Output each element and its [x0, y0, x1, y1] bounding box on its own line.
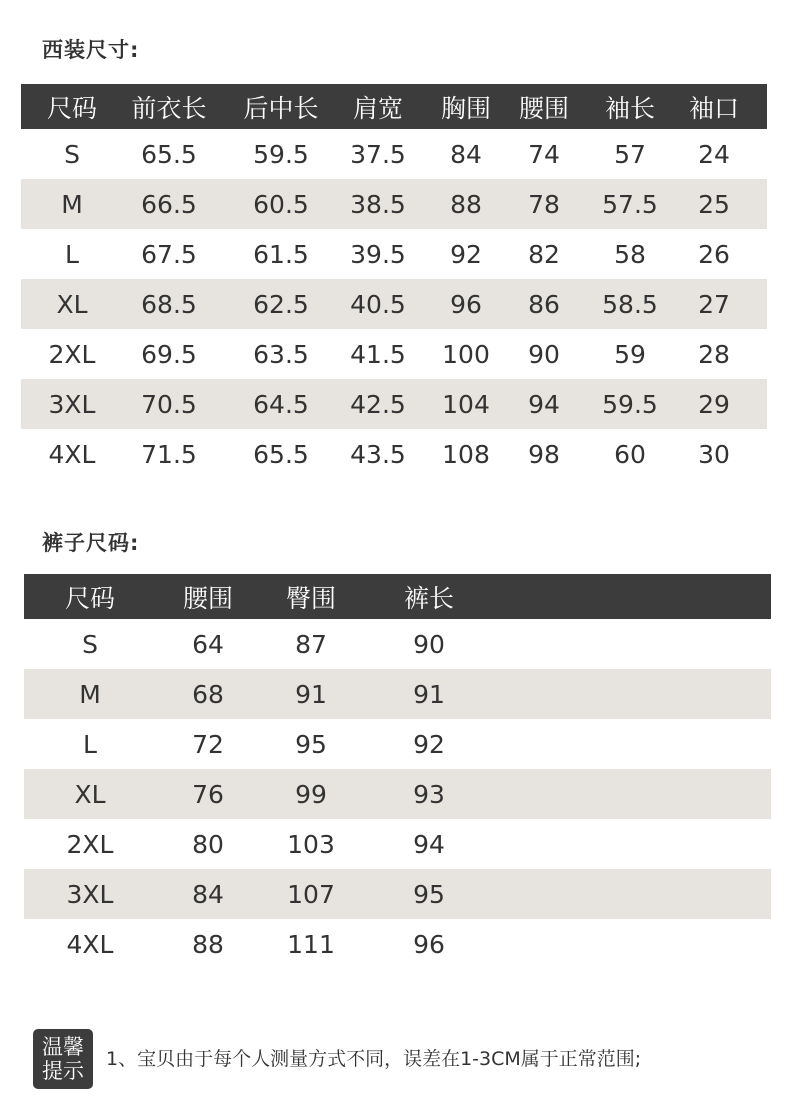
pants-table-row [24, 819, 771, 869]
suit-table-cell: 88 [450, 189, 482, 219]
suit-table-cell: 69.5 [141, 339, 197, 369]
pants-header-cell: 裤长 [403, 583, 454, 613]
pants-table-cell: 96 [413, 929, 445, 959]
suit-table-cell: 38.5 [350, 189, 406, 219]
suit-table-cell: 60 [614, 439, 646, 469]
suit-table-cell: 65.5 [253, 439, 309, 469]
pants-section-title: 裤子尺码: [42, 531, 140, 555]
pants-table-cell: 80 [192, 829, 224, 859]
pants-table-cell: 99 [295, 779, 327, 809]
pants-size-table [24, 574, 771, 969]
pants-table-cell: 95 [295, 729, 327, 759]
pants-table-cell: 84 [192, 879, 224, 909]
suit-table-cell: 37.5 [350, 139, 406, 169]
suit-header-cell: 前衣长 [131, 93, 207, 123]
suit-table-cell: 62.5 [253, 289, 309, 319]
pants-table-row [24, 869, 771, 919]
suit-header-cell: 尺码 [46, 93, 97, 123]
suit-table-cell: 29 [698, 389, 730, 419]
suit-table-cell: 82 [528, 239, 560, 269]
suit-table-cell: 42.5 [350, 389, 406, 419]
suit-table-cell: 96 [450, 289, 482, 319]
suit-table-cell: 28 [698, 339, 730, 369]
pants-table-cell: 111 [287, 929, 335, 959]
tip-badge-line2: 提示 [42, 1059, 84, 1083]
pants-table-cell: 107 [287, 879, 335, 909]
suit-table-cell: 60.5 [253, 189, 309, 219]
pants-table-row [24, 669, 771, 719]
suit-table-row [21, 429, 767, 479]
suit-table-cell: 104 [442, 389, 490, 419]
suit-table-row [21, 279, 767, 329]
suit-table-cell: 59.5 [253, 139, 309, 169]
pants-table-row [24, 919, 771, 969]
suit-table-row [21, 379, 767, 429]
suit-table-cell: 71.5 [141, 439, 197, 469]
tip-badge [33, 1029, 93, 1089]
suit-table-row [21, 129, 767, 179]
suit-table-cell: 67.5 [141, 239, 197, 269]
suit-table-cell: 57 [614, 139, 646, 169]
suit-table-cell: 24 [698, 139, 730, 169]
suit-table-cell: 61.5 [253, 239, 309, 269]
pants-table-cell: S [82, 629, 98, 659]
pants-header-row [24, 574, 771, 619]
pants-table-cell: 3XL [66, 879, 114, 909]
suit-table-cell: 30 [698, 439, 730, 469]
suit-table-cell: 4XL [48, 439, 96, 469]
suit-table-cell: M [61, 189, 83, 219]
suit-table-cell: 40.5 [350, 289, 406, 319]
suit-table-cell: 92 [450, 239, 482, 269]
suit-table-cell: 39.5 [350, 239, 406, 269]
pants-table-cell: 91 [295, 679, 327, 709]
pants-table-cell: 91 [413, 679, 445, 709]
tip-badge-line1: 温馨 [42, 1035, 84, 1059]
suit-table-cell: 98 [528, 439, 560, 469]
pants-table-cell: 87 [295, 629, 327, 659]
pants-table-cell: XL [74, 779, 106, 809]
pants-table-cell: 95 [413, 879, 445, 909]
pants-header-cell: 腰围 [182, 583, 233, 613]
suit-table-cell: 58 [614, 239, 646, 269]
suit-table-cell: 27 [698, 289, 730, 319]
suit-header-cell: 胸围 [440, 93, 491, 123]
suit-table-cell: 57.5 [602, 189, 658, 219]
suit-table-cell: 41.5 [350, 339, 406, 369]
suit-header-cell: 肩宽 [352, 93, 403, 123]
suit-table-cell: 43.5 [350, 439, 406, 469]
suit-table-cell: 74 [528, 139, 560, 169]
suit-table-cell: 25 [698, 189, 730, 219]
suit-table-row [21, 179, 767, 229]
suit-table-cell: XL [56, 289, 88, 319]
pants-header-cell: 臀围 [285, 583, 336, 613]
suit-header-cell: 袖口 [688, 93, 739, 123]
suit-table-cell: 86 [528, 289, 560, 319]
suit-header-cell: 袖长 [604, 93, 655, 123]
suit-table-cell: 100 [442, 339, 490, 369]
suit-table-cell: 66.5 [141, 189, 197, 219]
pants-table-cell: 64 [192, 629, 224, 659]
suit-table-row [21, 229, 767, 279]
suit-table-cell: 78 [528, 189, 560, 219]
pants-table-cell: L [83, 729, 97, 759]
suit-section-title: 西装尺寸: [42, 38, 140, 62]
suit-table-row [21, 329, 767, 379]
suit-table-cell: 94 [528, 389, 560, 419]
suit-size-table [21, 84, 767, 479]
suit-table-cell: 70.5 [141, 389, 197, 419]
pants-table-cell: 90 [413, 629, 445, 659]
suit-table-cell: L [65, 239, 79, 269]
pants-table-row [24, 769, 771, 819]
suit-header-row [21, 84, 767, 129]
suit-table-cell: 58.5 [602, 289, 658, 319]
suit-table-cell: 68.5 [141, 289, 197, 319]
pants-header-cell: 尺码 [64, 583, 115, 613]
suit-table-cell: 26 [698, 239, 730, 269]
suit-table-cell: 84 [450, 139, 482, 169]
pants-table-cell: 92 [413, 729, 445, 759]
tip-text: 1、宝贝由于每个人测量方式不同，误差在1-3CM属于正常范围; [106, 1048, 642, 1070]
suit-table-cell: 65.5 [141, 139, 197, 169]
suit-table-cell: 2XL [48, 339, 96, 369]
pants-table-cell: 93 [413, 779, 445, 809]
suit-table-cell: 3XL [48, 389, 96, 419]
suit-table-cell: 59.5 [602, 389, 658, 419]
pants-table-cell: M [79, 679, 101, 709]
suit-table-cell: 108 [442, 439, 490, 469]
suit-table-cell: S [64, 139, 80, 169]
pants-table-cell: 76 [192, 779, 224, 809]
pants-table-cell: 88 [192, 929, 224, 959]
suit-header-cell: 后中长 [243, 93, 319, 123]
suit-table-cell: 64.5 [253, 389, 309, 419]
pants-table-cell: 68 [192, 679, 224, 709]
suit-header-cell: 腰围 [518, 93, 569, 123]
suit-table-cell: 63.5 [253, 339, 309, 369]
pants-table-row [24, 719, 771, 769]
pants-table-cell: 103 [287, 829, 335, 859]
pants-table-cell: 94 [413, 829, 445, 859]
suit-table-cell: 59 [614, 339, 646, 369]
pants-table-row [24, 619, 771, 669]
pants-table-cell: 2XL [66, 829, 114, 859]
suit-table-cell: 90 [528, 339, 560, 369]
pants-table-cell: 72 [192, 729, 224, 759]
pants-table-cell: 4XL [66, 929, 114, 959]
